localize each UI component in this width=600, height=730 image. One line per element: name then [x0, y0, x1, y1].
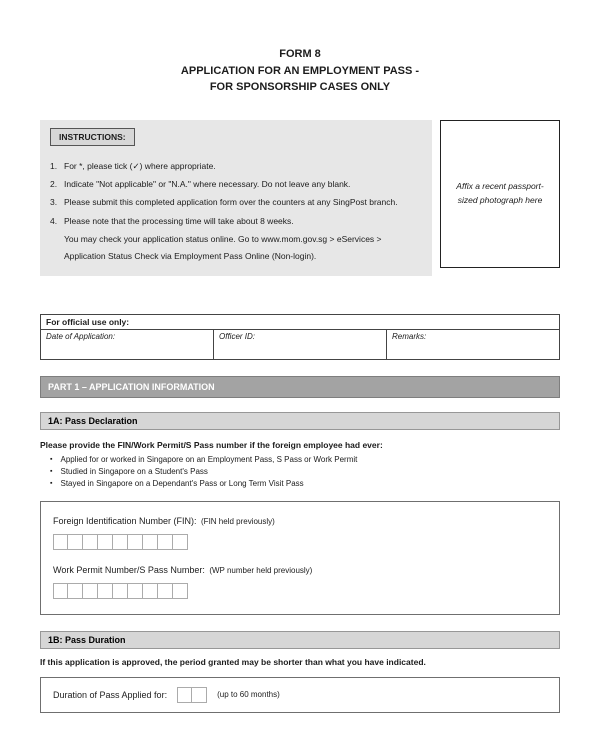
- duration-label: Duration of Pass Applied for:: [53, 689, 168, 700]
- comb-cell[interactable]: [113, 583, 128, 599]
- wp-label-row: [53, 560, 547, 578]
- comb-cell[interactable]: [158, 534, 173, 550]
- form-title-line1: FORM 8: [279, 48, 321, 60]
- comb-cell[interactable]: [177, 687, 192, 703]
- pass-declaration-field-box: [40, 501, 560, 615]
- fin-input-comb[interactable]: [53, 534, 188, 550]
- instruction-text: Indicate "Not applicable" or "N.A." where necessary. Do not leave any blank.: [64, 178, 351, 189]
- part1-header-bar: PART 1 – APPLICATION INFORMATION: [40, 376, 560, 398]
- photo-affix-box: [440, 120, 560, 268]
- instruction-number: 2.: [50, 178, 58, 189]
- comb-cell[interactable]: [83, 534, 98, 550]
- section-1b-header-bar: 1B: Pass Duration: [40, 631, 560, 649]
- comb-cell[interactable]: [68, 583, 83, 599]
- comb-cell[interactable]: [143, 583, 158, 599]
- section-1a-header-bar: 1A: Pass Declaration: [40, 412, 560, 430]
- section-1a-bullet-list: [40, 454, 560, 491]
- official-use-fields-row: [41, 329, 560, 359]
- duration-note: (up to 60 months): [217, 690, 280, 700]
- comb-cell[interactable]: [173, 534, 188, 550]
- comb-cell[interactable]: [128, 583, 143, 599]
- form-title-line3: FOR SPONSORSHIP CASES ONLY: [209, 81, 391, 93]
- instruction-text: Please note that the processing time will take about 8 weeks.: [64, 215, 294, 226]
- instruction-text: For *, please tick (✓) where appropriate.: [64, 160, 216, 171]
- instruction-number: 3.: [50, 197, 58, 208]
- fin-label: Foreign Identification Number (FIN):: [53, 515, 197, 526]
- comb-cell[interactable]: [158, 583, 173, 599]
- instruction-item-1: [50, 161, 420, 172]
- top-section: [40, 120, 560, 276]
- comb-cell[interactable]: [143, 534, 158, 550]
- bullet-item: ▪ Stayed in Singapore on a Dependant's Pass or Long Term Visit Pass: [50, 478, 560, 490]
- fin-label-row: [53, 511, 547, 529]
- comb-cell[interactable]: [98, 534, 113, 550]
- instructions-header: INSTRUCTIONS:: [50, 128, 135, 146]
- comb-cell[interactable]: [173, 583, 188, 599]
- official-use-header: For official use only:: [41, 314, 560, 329]
- instruction-item-3: [50, 197, 420, 208]
- wp-note: (WP number held previously): [209, 565, 313, 575]
- instruction-item-4-continuation: You may check your application status online. Go to www.mom.gov.sg > eServices > Application Status Check via Employment Pass Online (Non-login).: [64, 234, 382, 261]
- photo-affix-text: Affix a recent passport-sized photograph here: [456, 180, 544, 205]
- wp-input-comb[interactable]: [53, 583, 188, 599]
- comb-cell[interactable]: [53, 534, 68, 550]
- comb-cell[interactable]: [53, 583, 68, 599]
- instructions-box: [40, 120, 432, 276]
- remarks-label: Remarks:: [392, 331, 427, 341]
- remarks-cell[interactable]: [387, 329, 560, 359]
- form-title: [40, 46, 560, 96]
- instruction-item-4: [50, 216, 420, 227]
- instruction-number: 1.: [50, 160, 58, 171]
- form-title-line2: APPLICATION FOR AN EMPLOYMENT PASS -: [180, 64, 420, 77]
- comb-cell[interactable]: [83, 583, 98, 599]
- comb-cell[interactable]: [128, 534, 143, 550]
- date-of-application-label: Date of Application:: [46, 331, 116, 341]
- wp-label: Work Permit Number/S Pass Number:: [53, 564, 205, 575]
- section-1b-note: If this application is approved, the period granted may be shorter than what you have indicated.: [40, 656, 426, 667]
- bullet-item: ▪ Studied in Singapore on a Student's Pass: [50, 466, 560, 478]
- pass-duration-field-box: [40, 677, 560, 713]
- comb-cell[interactable]: [68, 534, 83, 550]
- official-use-table: [40, 314, 560, 360]
- official-use-header-row: [41, 314, 560, 329]
- instruction-text: Please submit this completed application form over the counters at any SingPost branch.: [64, 197, 398, 208]
- instruction-item-2: [50, 179, 420, 190]
- fin-note: (FIN held previously): [201, 516, 275, 526]
- section-1a-intro: Please provide the FIN/Work Permit/S Pass number if the foreign employee had ever:: [40, 439, 383, 450]
- comb-cell[interactable]: [98, 583, 113, 599]
- comb-cell[interactable]: [192, 687, 207, 703]
- officer-id-cell[interactable]: [214, 329, 387, 359]
- instruction-number: 4.: [50, 215, 58, 226]
- officer-id-label: Officer ID:: [219, 331, 256, 341]
- comb-cell[interactable]: [113, 534, 128, 550]
- bullet-item: ▪ Applied for or worked in Singapore on an Employment Pass, S Pass or Work Permit: [50, 454, 560, 466]
- duration-input-comb[interactable]: [177, 687, 207, 703]
- date-of-application-cell[interactable]: [41, 329, 214, 359]
